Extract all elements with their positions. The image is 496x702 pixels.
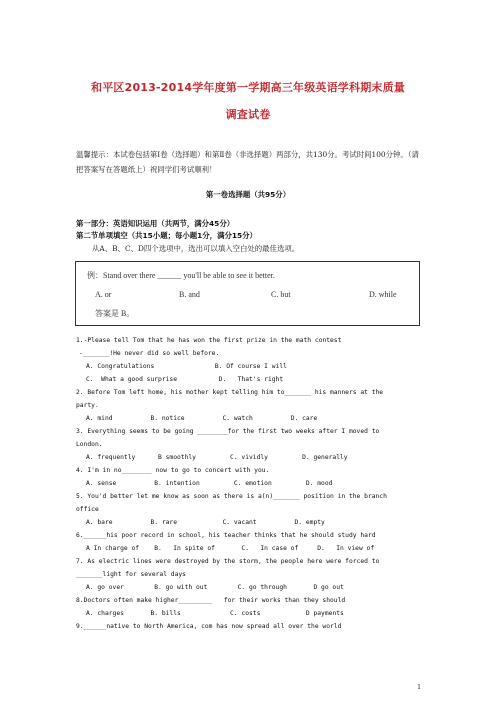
question-2-options: A. mind B. notice C. watch D. care (86, 415, 318, 422)
volume-title: 第一卷选择题（共95分） (205, 190, 291, 199)
page-title-line2: 调查试卷 (225, 108, 271, 121)
question-4-stem: 4. I'm in no________ now to go to concert with you. (76, 467, 270, 474)
question-5-options: A. bare B. rare C. vacant D. empty (86, 519, 325, 526)
part1-heading: 第一部分：英语知识运用（共两节，满分45分） (76, 219, 235, 228)
example-box (75, 261, 420, 326)
part2-heading: 第二节单项填空（共15小题；每小题1分，满分15分） (76, 231, 257, 240)
question-1-options-row2: C. What a good surprise D. That's right (86, 376, 284, 383)
example-option-a: A. or (95, 290, 112, 299)
question-4-options: A. sense B. intention C. emotion D. mood (86, 480, 333, 487)
example-question: 例：Stand over there ______ you'll be able to see it better. (87, 271, 275, 280)
instruction-text: 从A、B、C、D四个选项中，选出可以填入空白处的最佳选项。 (92, 244, 300, 253)
question-3-stem: 3. Everything seems to be going ________for the first two weeks after I moved to (76, 428, 380, 435)
question-6-stem: 6.______his poor record in school, his teacher thinks that he should study hard (76, 532, 376, 539)
example-option-b: B. and (179, 290, 200, 299)
example-option-d: D. while (369, 290, 397, 299)
question-8-options: A. charges B. bills C. costs D payments (86, 610, 344, 617)
question-7-stem: 7. As electric lines were destroyed by the storm, the people here were forced to (76, 558, 380, 565)
page-title-line1: 和平区2013-2014学年度第一学期高三年级英语学科期末质量 (91, 81, 405, 94)
page-number: 1 (417, 683, 422, 691)
question-2-stem: 2. Before Tom left home, his mother kept telling him to_______ his manners at the (76, 389, 384, 396)
question-3-options: A. frequently B smoothly C. vividly D. generally (86, 454, 348, 461)
question-2-stem-cont: party. (76, 402, 99, 409)
question-3-stem-cont: London. (76, 441, 103, 448)
question-7-options: A. go over B. go with out C. go through D go out (86, 584, 344, 591)
question-8-stem: 8.Doctors often make higher_________ for their works than they should (76, 597, 346, 604)
question-6-options: A In charge of B. In spite of C. In case of D. In view of (86, 545, 375, 552)
question-1-options-row1: A. Congratulations B. Of course I will (86, 363, 287, 370)
question-1-stem: 1.-Please tell Tom that he has won the first prize in the math contest (76, 337, 342, 344)
question-9-stem: 9.______native to North America, com has now spread all over the world (76, 623, 342, 630)
question-5-stem-cont: office (76, 506, 99, 513)
example-answer: 答案是 B。 (95, 309, 135, 318)
question-5-stem: 5. You'd better let me know as soon as there is a(n)_______ position in the branch (76, 493, 387, 500)
example-option-c: C. but (271, 290, 291, 299)
question-1-stem-cont: -_______!He never did so well before. (79, 350, 220, 357)
exam-notice: 温馨提示：本试卷包括第Ⅰ卷（选择题）和第Ⅱ卷（非选择题）两部分，共130分。考试时间100分钟。（请把答案写在答题纸上）祝同学们考试顺利！ (76, 150, 419, 174)
question-7-stem-cont: _______light for several days (76, 571, 186, 578)
